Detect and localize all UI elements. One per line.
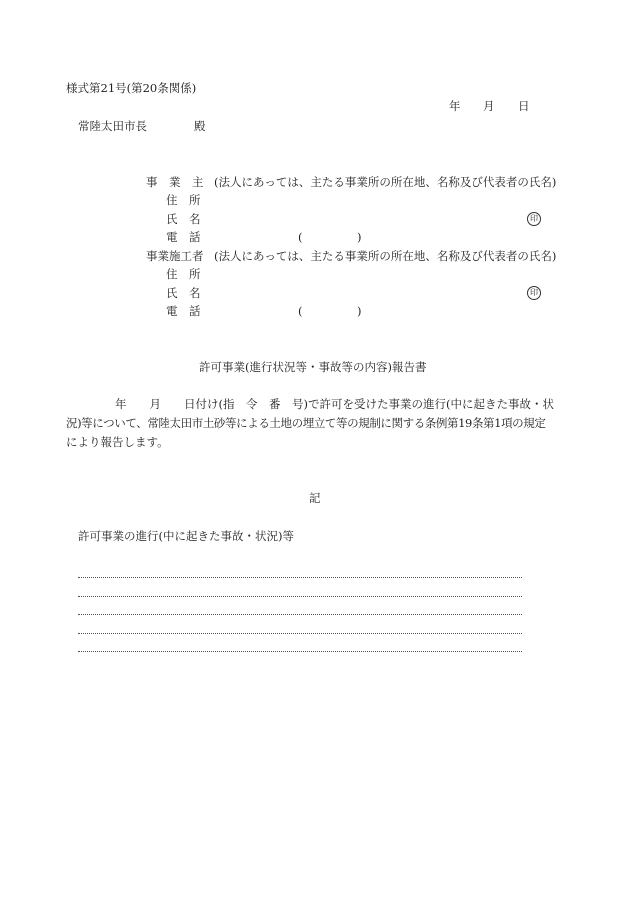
fill-line[interactable] — [78, 577, 522, 578]
document-title: 許可事業(進行状況等・事故等の内容)報告書 — [199, 360, 427, 374]
body-line-3: により報告します。 — [66, 435, 169, 449]
contractor-phone-close: ) — [357, 304, 362, 318]
contractor-label: 事業施工者 — [146, 249, 204, 263]
fill-line[interactable] — [78, 614, 522, 615]
ki-heading: 記 — [309, 491, 321, 505]
date-day: 日 — [518, 99, 530, 113]
contractor-seal: 印 — [527, 286, 541, 300]
addressee-honorific: 殿 — [194, 119, 206, 133]
contractor-phone-label: 電 話 — [166, 304, 201, 318]
date-month: 月 — [483, 99, 495, 113]
body-line-1: 年 月 日付け(指 令 番 号)で許可を受けた事業の進行(中に起きた事故・状 — [115, 397, 554, 411]
contractor-phone-open: ( — [298, 304, 303, 318]
business-owner-phone-open: ( — [298, 230, 303, 244]
business-owner-phone-label: 電 話 — [166, 230, 201, 244]
addressee-name: 常陸太田市長 — [78, 119, 147, 133]
business-owner-phone-close: ) — [357, 230, 362, 244]
fill-line[interactable] — [78, 596, 522, 597]
form-number: 様式第21号(第20条関係) — [66, 81, 197, 95]
fill-line[interactable] — [78, 633, 522, 634]
business-owner-address-label: 住 所 — [166, 193, 201, 207]
business-owner-name-label: 氏 名 — [166, 212, 201, 226]
body-line-2: 況)等について、常陸太田市土砂等による土地の埋立て等の規制に関する条例第19条第1項の規定 — [66, 416, 546, 430]
contractor-name-label: 氏 名 — [166, 286, 201, 300]
section-label: 許可事業の進行(中に起きた事故・状況)等 — [78, 529, 294, 543]
contractor-note: (法人にあっては、主たる事業所の所在地、名称及び代表者の氏名) — [214, 249, 557, 263]
date-year: 年 — [449, 99, 461, 113]
fill-line[interactable] — [78, 651, 522, 652]
business-owner-seal: 印 — [527, 212, 541, 226]
contractor-address-label: 住 所 — [166, 267, 201, 281]
business-owner-note: (法人にあっては、主たる事業所の所在地、名称及び代表者の氏名) — [214, 175, 557, 189]
business-owner-label: 事 業 主 — [146, 175, 204, 189]
